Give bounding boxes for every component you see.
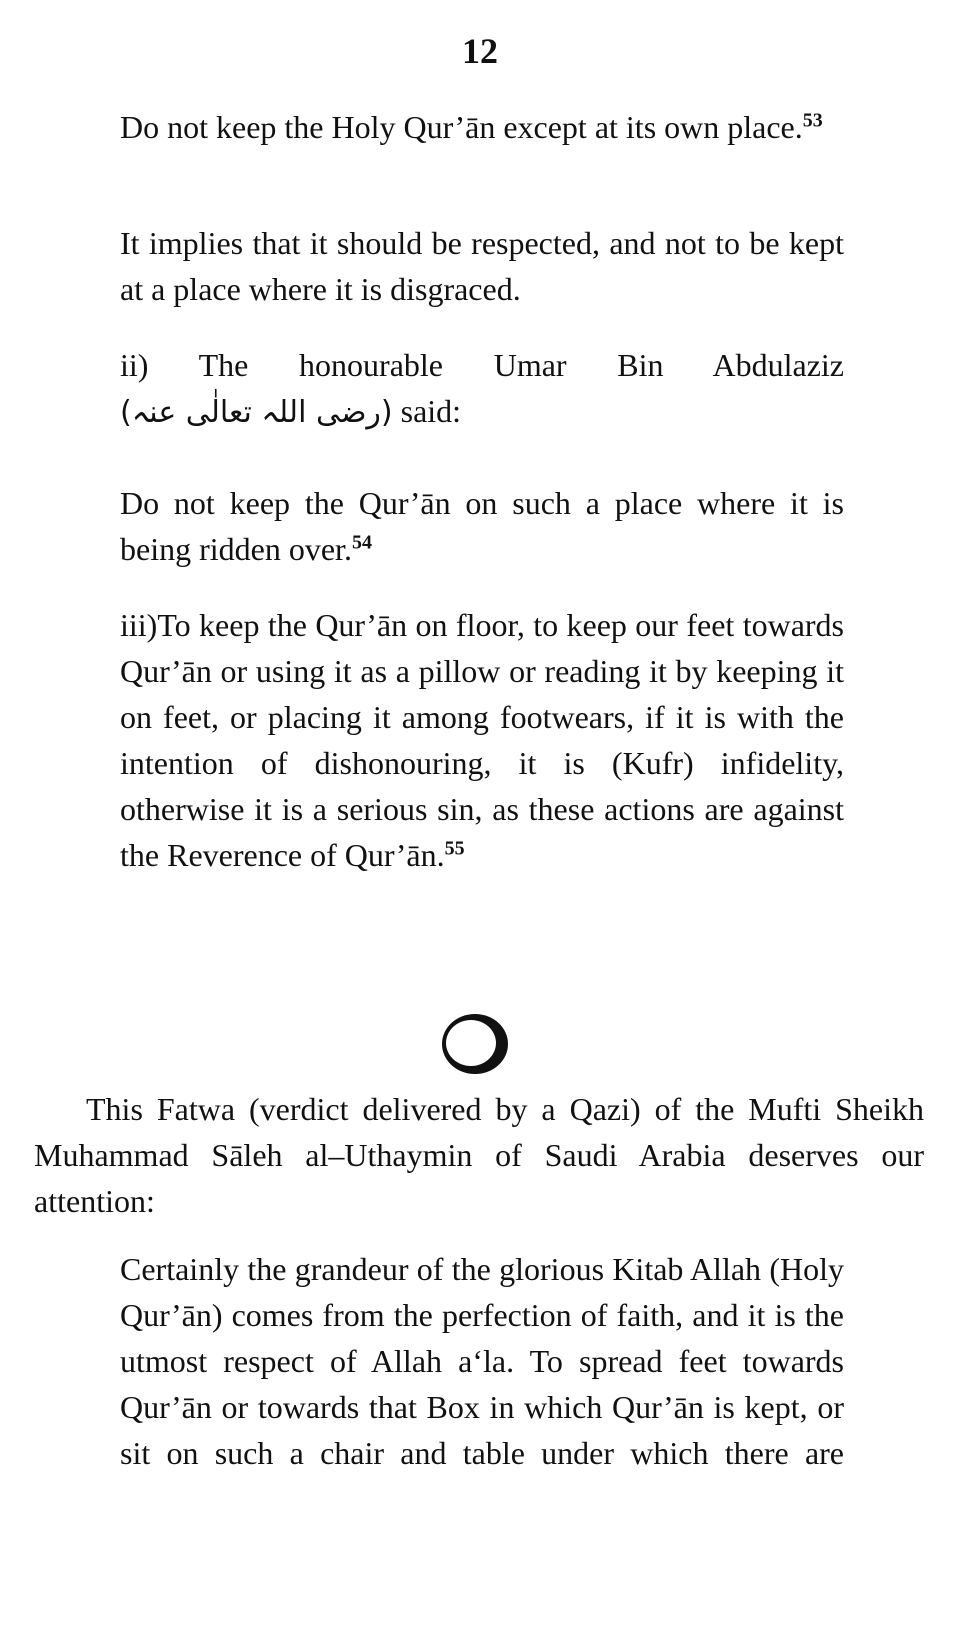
paragraph-4 [120,480,844,572]
paragraph-3-continued [120,388,844,436]
paragraph-1 [120,104,844,150]
footnote-54: 54 [351,531,372,554]
page-number: 12 [462,31,498,71]
paragraph-2: It implies that it should be respected, and not to be kept at a place where it is disgraced. [120,225,844,307]
crescent-ring-icon [438,1010,512,1078]
paragraph-1-text: Do not keep the Holy Qur’ān except at its own place. [120,109,803,145]
paragraph-5-text: iii)To keep the Qur’ān on floor, to keep our feet towards Qur’ān or using it as a pillow or reading it by keeping it on feet, or placing it among footwears, if it is with the intention of dishonouring, it is (Kufr) infidelity, otherwise it is a serious sin, as these actions are against the Reverence of Qur’ān. [120,607,844,873]
paragraph-3 [120,342,844,388]
paragraph-7: Certainly the grandeur of the glorious Kitab Allah (Holy Qur’ān) comes from the perfection of faith, and it is the utmost respect of Allah a‘la. To spread feet towards Qur’ān or towards that Box in which Qur’ān is kept, or sit on such a chair and table under which there are [120,1251,844,1471]
paragraph-4-text: Do not keep the Qur’ān on such a place where it is being ridden over. [120,485,844,567]
paragraph-5 [120,602,844,878]
paragraph-6: This Fatwa (verdict delivered by a Qazi) of the Mufti Sheikh Muhammad Sāleh al–Uthaymin of Saudi Arabia deserves our attention: [34,1091,924,1219]
paragraph-3-text: ii) The honourable Umar Bin Abdulaziz [120,347,844,383]
arabic-honorific: (رضی اللہ تعالٰی عنہ) [120,395,393,430]
footnote-55: 55 [444,837,465,860]
footnote-53: 53 [802,109,823,132]
paragraph-3-suffix: said: [392,393,462,429]
